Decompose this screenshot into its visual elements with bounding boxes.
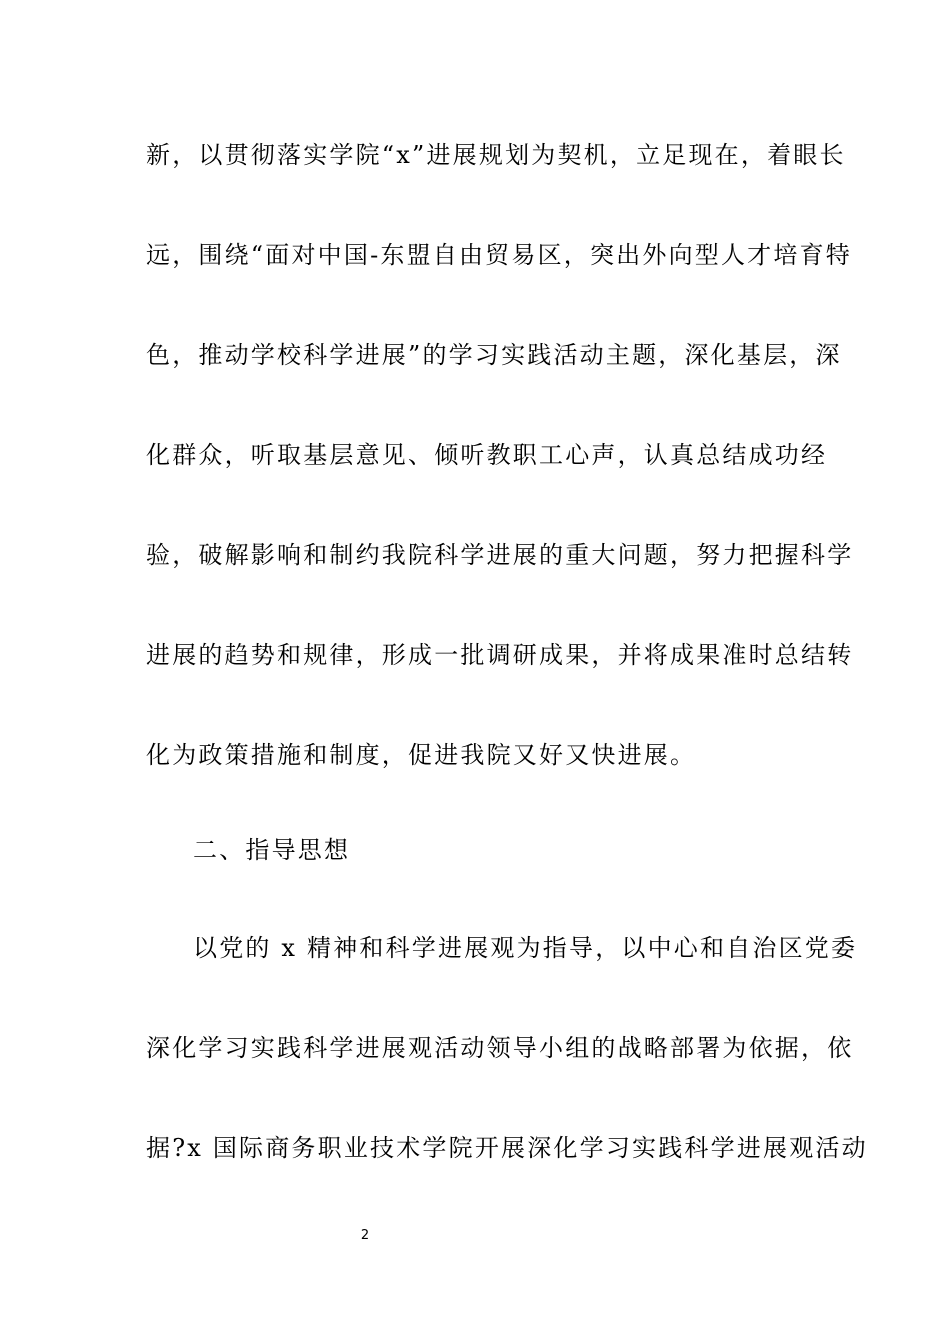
paragraph-line: 化群众，听取基层意见、倾听教职工心声，认真总结成功经 xyxy=(146,441,828,469)
paragraph-line: 以党的 x 精神和科学进展观为指导，以中心和自治区党委 xyxy=(193,934,858,962)
paragraph-line: 新，以贯彻落实学院“x”进展规划为契机，立足现在，着眼长 xyxy=(146,141,846,169)
paragraph-line: 化为政策措施和制度，促进我院又好又快进展。 xyxy=(146,741,697,769)
paragraph-line: 据?x 国际商务职业技术学院开展深化学习实践科学进展观活动 xyxy=(146,1134,868,1162)
section-heading: 二、指导思想 xyxy=(193,836,351,864)
page-number: 2 xyxy=(360,1228,370,1243)
paragraph-line: 远，围绕“面对中国-东盟自由贸易区，突出外向型人才培育特 xyxy=(146,241,852,269)
paragraph-line: 色，推动学校科学进展”的学习实践活动主题，深化基层，深 xyxy=(146,341,842,369)
paragraph-line: 深化学习实践科学进展观活动领导小组的战略部署为依据，依 xyxy=(146,1034,854,1062)
paragraph-line: 进展的趋势和规律，形成一批调研成果，并将成果准时总结转 xyxy=(146,641,854,669)
paragraph-line: 验，破解影响和制约我院科学进展的重大问题，努力把握科学 xyxy=(146,541,854,569)
